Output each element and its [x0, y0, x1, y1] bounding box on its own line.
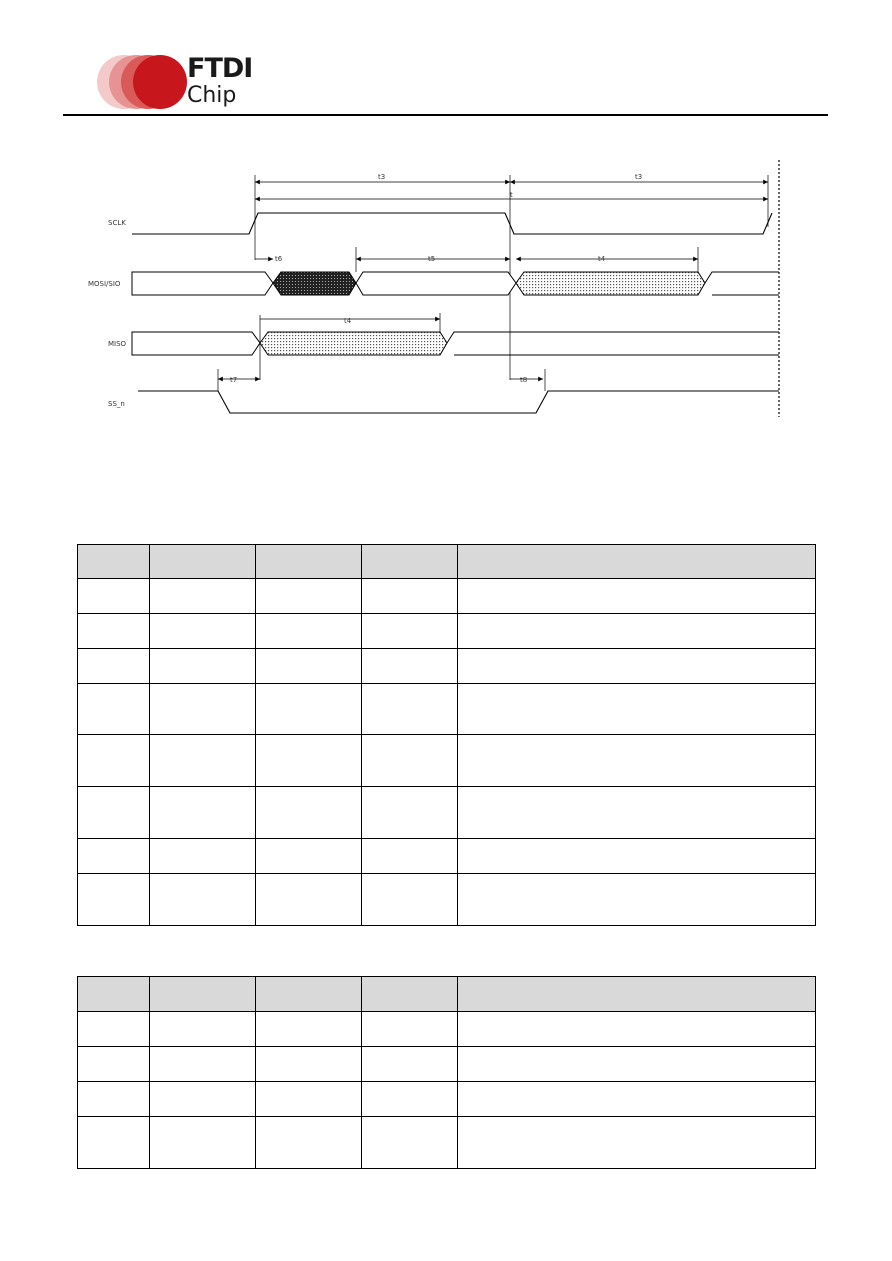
table-row — [78, 839, 816, 874]
table-row — [78, 1012, 816, 1047]
table-row — [78, 684, 816, 735]
label-t4-miso: t4 — [344, 317, 352, 325]
table-row — [78, 614, 816, 649]
logo-wordmark-ftdi: FTDI — [187, 53, 253, 84]
table-row — [78, 874, 816, 926]
spi-timing-diagram — [88, 155, 800, 425]
table-header-row — [78, 545, 816, 579]
label-t8: t8 — [520, 376, 528, 384]
logo-wordmark-chip: Chip — [187, 83, 237, 108]
label-t6: t6 — [275, 255, 283, 263]
label-t4-mosi: t4 — [598, 255, 606, 263]
label-t3-left: t3 — [378, 173, 386, 181]
label-t7: t7 — [230, 376, 238, 384]
timing-table-2 — [77, 976, 816, 1169]
table-row — [78, 1117, 816, 1169]
signal-label-ss: SS_n — [108, 400, 125, 408]
signal-label-miso: MISO — [108, 340, 127, 348]
table-row — [78, 579, 816, 614]
table-row — [78, 1047, 816, 1082]
table-row — [78, 1082, 816, 1117]
signal-label-sclk: SCLK — [108, 219, 126, 227]
header-rule — [63, 114, 828, 116]
label-t-period: t — [510, 191, 513, 199]
label-t5: t5 — [428, 255, 436, 263]
timing-table-1 — [77, 544, 816, 926]
table-row — [78, 735, 816, 787]
table-header-row — [78, 977, 816, 1012]
label-t3-right: t3 — [635, 173, 643, 181]
table-row — [78, 649, 816, 684]
table-row — [78, 787, 816, 839]
signal-label-mosi: MOSI/SIO — [88, 280, 121, 288]
